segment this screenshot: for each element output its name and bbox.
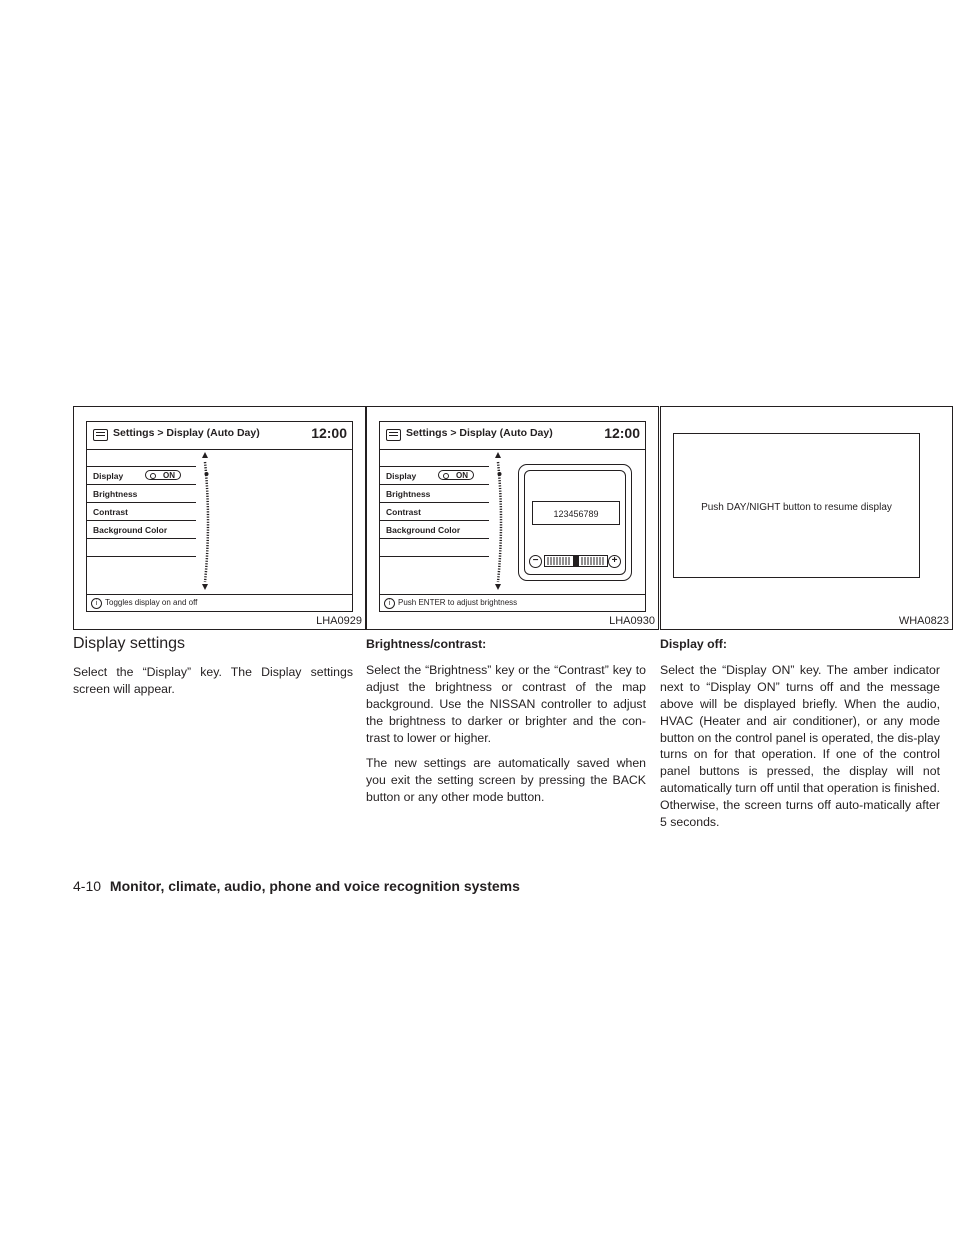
menu-item-background-color[interactable]: Background Color — [87, 521, 196, 539]
screen-footer: i Toggles display on and off — [87, 594, 352, 611]
figure-code: LHA0930 — [609, 615, 655, 627]
brightness-screen — [379, 421, 646, 612]
scroll-indicator[interactable] — [199, 452, 215, 590]
menu-item-brightness[interactable]: Brightness — [87, 485, 196, 503]
page-number: 4-10 — [73, 878, 102, 894]
settings-menu — [87, 467, 196, 557]
column-brightness-contrast — [366, 636, 646, 815]
brightness-adjust-panel — [518, 464, 632, 581]
brightness-slider[interactable] — [544, 555, 608, 567]
menu-item-contrast[interactable]: Contrast — [87, 503, 196, 521]
menu-item-display[interactable]: Display ON — [380, 467, 489, 485]
settings-icon — [93, 429, 108, 441]
screen-header — [380, 422, 645, 450]
paragraph: The new settings are automatically saved when you exit the setting screen by pressing the BACK button or any other mode button. — [366, 756, 646, 805]
minus-icon[interactable]: − — [529, 555, 542, 568]
indicator-icon — [150, 473, 156, 479]
figure-code: WHA0823 — [898, 615, 949, 627]
info-icon: i — [384, 598, 395, 609]
menu-item-empty — [380, 539, 489, 557]
menu-item-background-color[interactable]: Background Color — [380, 521, 489, 539]
menu-item-brightness[interactable]: Brightness — [380, 485, 489, 503]
display-on-toggle[interactable]: ON — [438, 470, 474, 480]
menu-item-empty — [87, 539, 196, 557]
figure-display-off — [660, 406, 953, 630]
section-heading: Display off: — [660, 637, 727, 651]
display-settings-screen — [86, 421, 353, 612]
column-display-settings — [73, 636, 353, 707]
scroll-indicator[interactable] — [492, 452, 508, 590]
adjust-value: 123456789 — [532, 501, 620, 525]
paragraph: Select the “Display” key. The Display settings screen will appear. — [73, 664, 353, 696]
resume-message: Push DAY/NIGHT button to resume display — [701, 502, 892, 513]
column-display-off — [660, 636, 940, 840]
menu-item-contrast[interactable]: Contrast — [380, 503, 489, 521]
paragraph: Select the “Brightness” key or the “Contrast” key to adjust the brightness or contrast of the map background. Use the NISSAN controller to adjust the brightness to darker or brighter and the con-trast to lower or higher. — [366, 662, 646, 745]
screen-title: Settings > Display (Auto Day) — [113, 427, 260, 439]
screen-clock: 12:00 — [604, 425, 640, 441]
page-footer — [73, 878, 520, 894]
screen-header — [87, 422, 352, 450]
figure-code: LHA0929 — [316, 615, 362, 627]
settings-icon — [386, 429, 401, 441]
screen-title: Settings > Display (Auto Day) — [406, 427, 553, 439]
screen-clock: 12:00 — [311, 425, 347, 441]
screen-footer: i Push ENTER to adjust brightness — [380, 594, 645, 611]
plus-icon[interactable]: + — [608, 555, 621, 568]
paragraph: Select the “Display ON” key. The amber indicator next to “Display ON” turns off and the message above will be displayed briefly. When the audio, HVAC (Heater and air conditioner), or any mode button on the control panel is operated, the dis-play turns on for that operation. If one of the control panel buttons is pressed, the display will not automatically turn off until that operation is finished. Otherwise, the screen turns off auto-matically after 5 seconds. — [660, 662, 940, 830]
section-heading: Brightness/contrast: — [366, 637, 487, 651]
figure-display-settings — [73, 406, 366, 630]
section-heading: Display settings — [73, 635, 186, 652]
display-on-toggle[interactable]: ON — [145, 470, 181, 480]
menu-item-display[interactable]: Display ON — [87, 467, 196, 485]
indicator-icon — [443, 473, 449, 479]
display-off-screen — [673, 433, 920, 578]
info-icon: i — [91, 598, 102, 609]
figure-brightness-contrast — [366, 406, 659, 630]
settings-menu — [380, 467, 489, 557]
chapter-title: Monitor, climate, audio, phone and voice recognition systems — [109, 878, 520, 894]
